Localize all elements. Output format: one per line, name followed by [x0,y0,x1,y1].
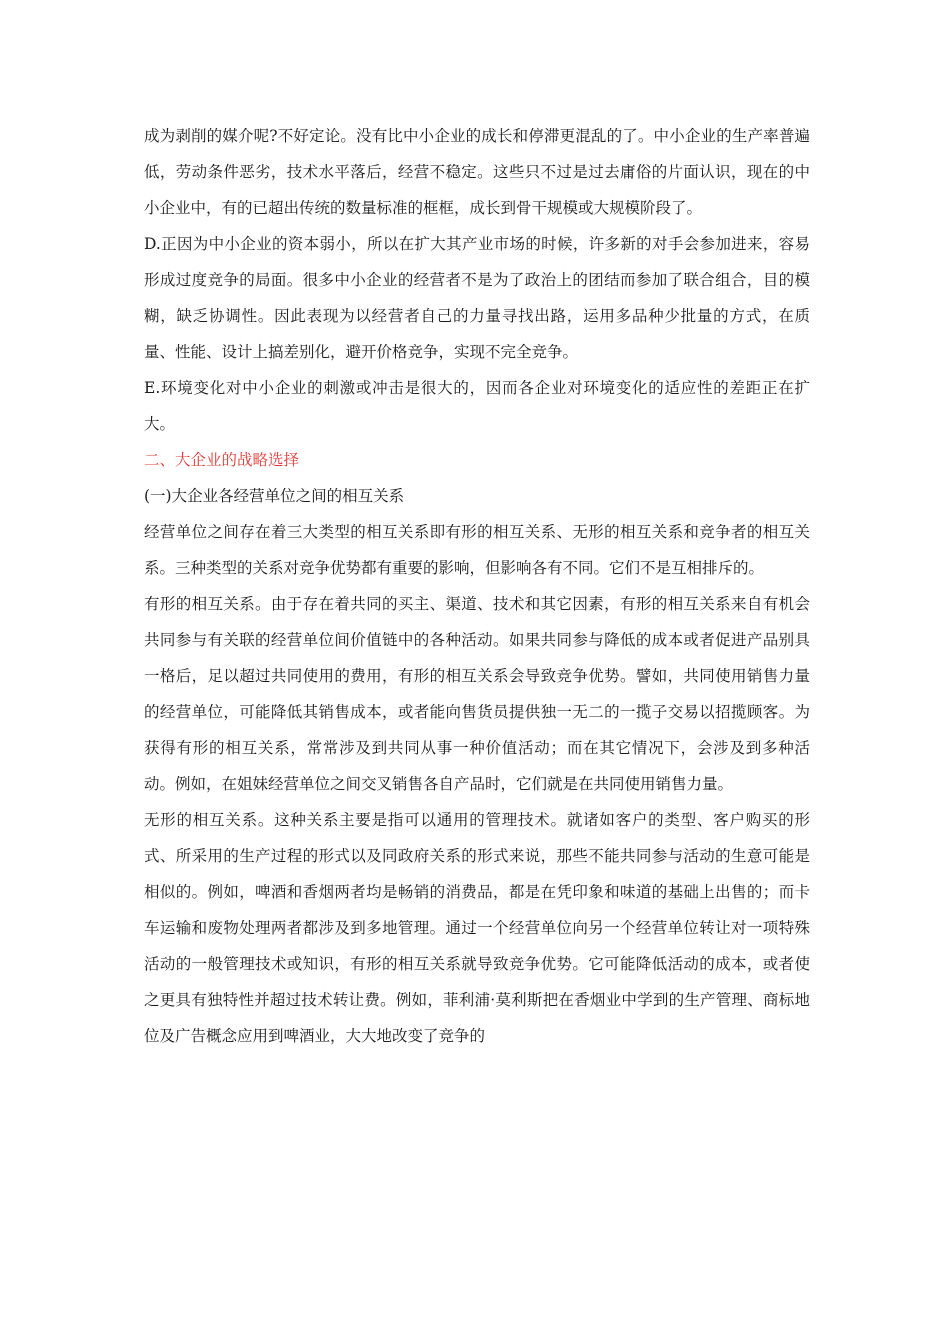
paragraph-point-d: D.正因为中小企业的资本弱小，所以在扩大其产业市场的时候，许多新的对手会参加进来，容易形成过度竞争的局面。很多中小企业的经营者不是为了政治上的团结而参加了联合组合，目的模糊，缺乏协调性。因此表现为以经营者自己的力量寻找出路，运用多品种少批量的方式，在质量、性能、设计上搞差别化，避开价格竞争，实现不完全竞争。 [144,235,810,361]
paragraph-tangible-interrelationships: 有形的相互关系。由于存在着共同的买主、渠道、技术和其它因素，有形的相互关系来自有机会共同参与有关联的经营单位间价值链中的各种活动。如果共同参与降低的成本或者促进产品别具一格后，足以超过共同使用的费用，有形的相互关系会导致竞争优势。譬如，共同使用销售力量的经营单位，可能降低其销售成本，或者能向售货员提供独一无二的一揽子交易以招揽顾客。为获得有形的相互关系，常常涉及到共同从事一种价值活动；而在其它情况下，会涉及到多种活动。例如，在姐妹经营单位之间交叉销售各自产品时，它们就是在共同使用销售力量。 [144,595,810,793]
document-page [144,118,810,1054]
paragraph-three-types: 经营单位之间存在着三大类型的相互关系即有形的相互关系、无形的相互关系和竞争者的相互关系。三种类型的关系对竞争优势都有重要的影响，但影响各有不同。它们不是互相排斥的。 [144,523,810,577]
section-heading-large-enterprise-strategy: 二、大企业的战略选择 [144,451,300,469]
paragraph-small-business-growth: 成为剥削的媒介呢?不好定论。没有比中小企业的成长和停滞更混乱的了。中小企业的生产率普遍低，劳动条件恶劣，技术水平落后，经营不稳定。这些只不过是过去庸俗的片面认识，现在的中小企业中，有的已超出传统的数量标准的框框，成长到骨干规模或大规模阶段了。 [144,127,810,217]
paragraph-point-e: E.环境变化对中小企业的刺激或冲击是很大的，因而各企业对环境变化的适应性的差距正在扩大。 [144,379,810,433]
subsection-heading-interrelationships: (一)大企业各经营单位之间的相互关系 [144,487,405,505]
paragraph-intangible-interrelationships: 无形的相互关系。这种关系主要是指可以通用的管理技术。就诸如客户的类型、客户购买的形式、所采用的生产过程的形式以及同政府关系的形式来说，那些不能共同参与活动的生意可能是相似的。例如，啤酒和香烟两者均是畅销的消费品，都是在凭印象和味道的基础上出售的；而卡车运输和废物处理两者都涉及到多地管理。通过一个经营单位向另一个经营单位转让对一项特殊活动的一般管理技术或知识，有形的相互关系就导致竞争优势。它可能降低活动的成本，或者使之更具有独特性并超过技术转让费。例如，菲利浦·莫利斯把在香烟业中学到的生产管理、商标地位及广告概念应用到啤酒业，大大地改变了竞争的 [144,811,810,1045]
